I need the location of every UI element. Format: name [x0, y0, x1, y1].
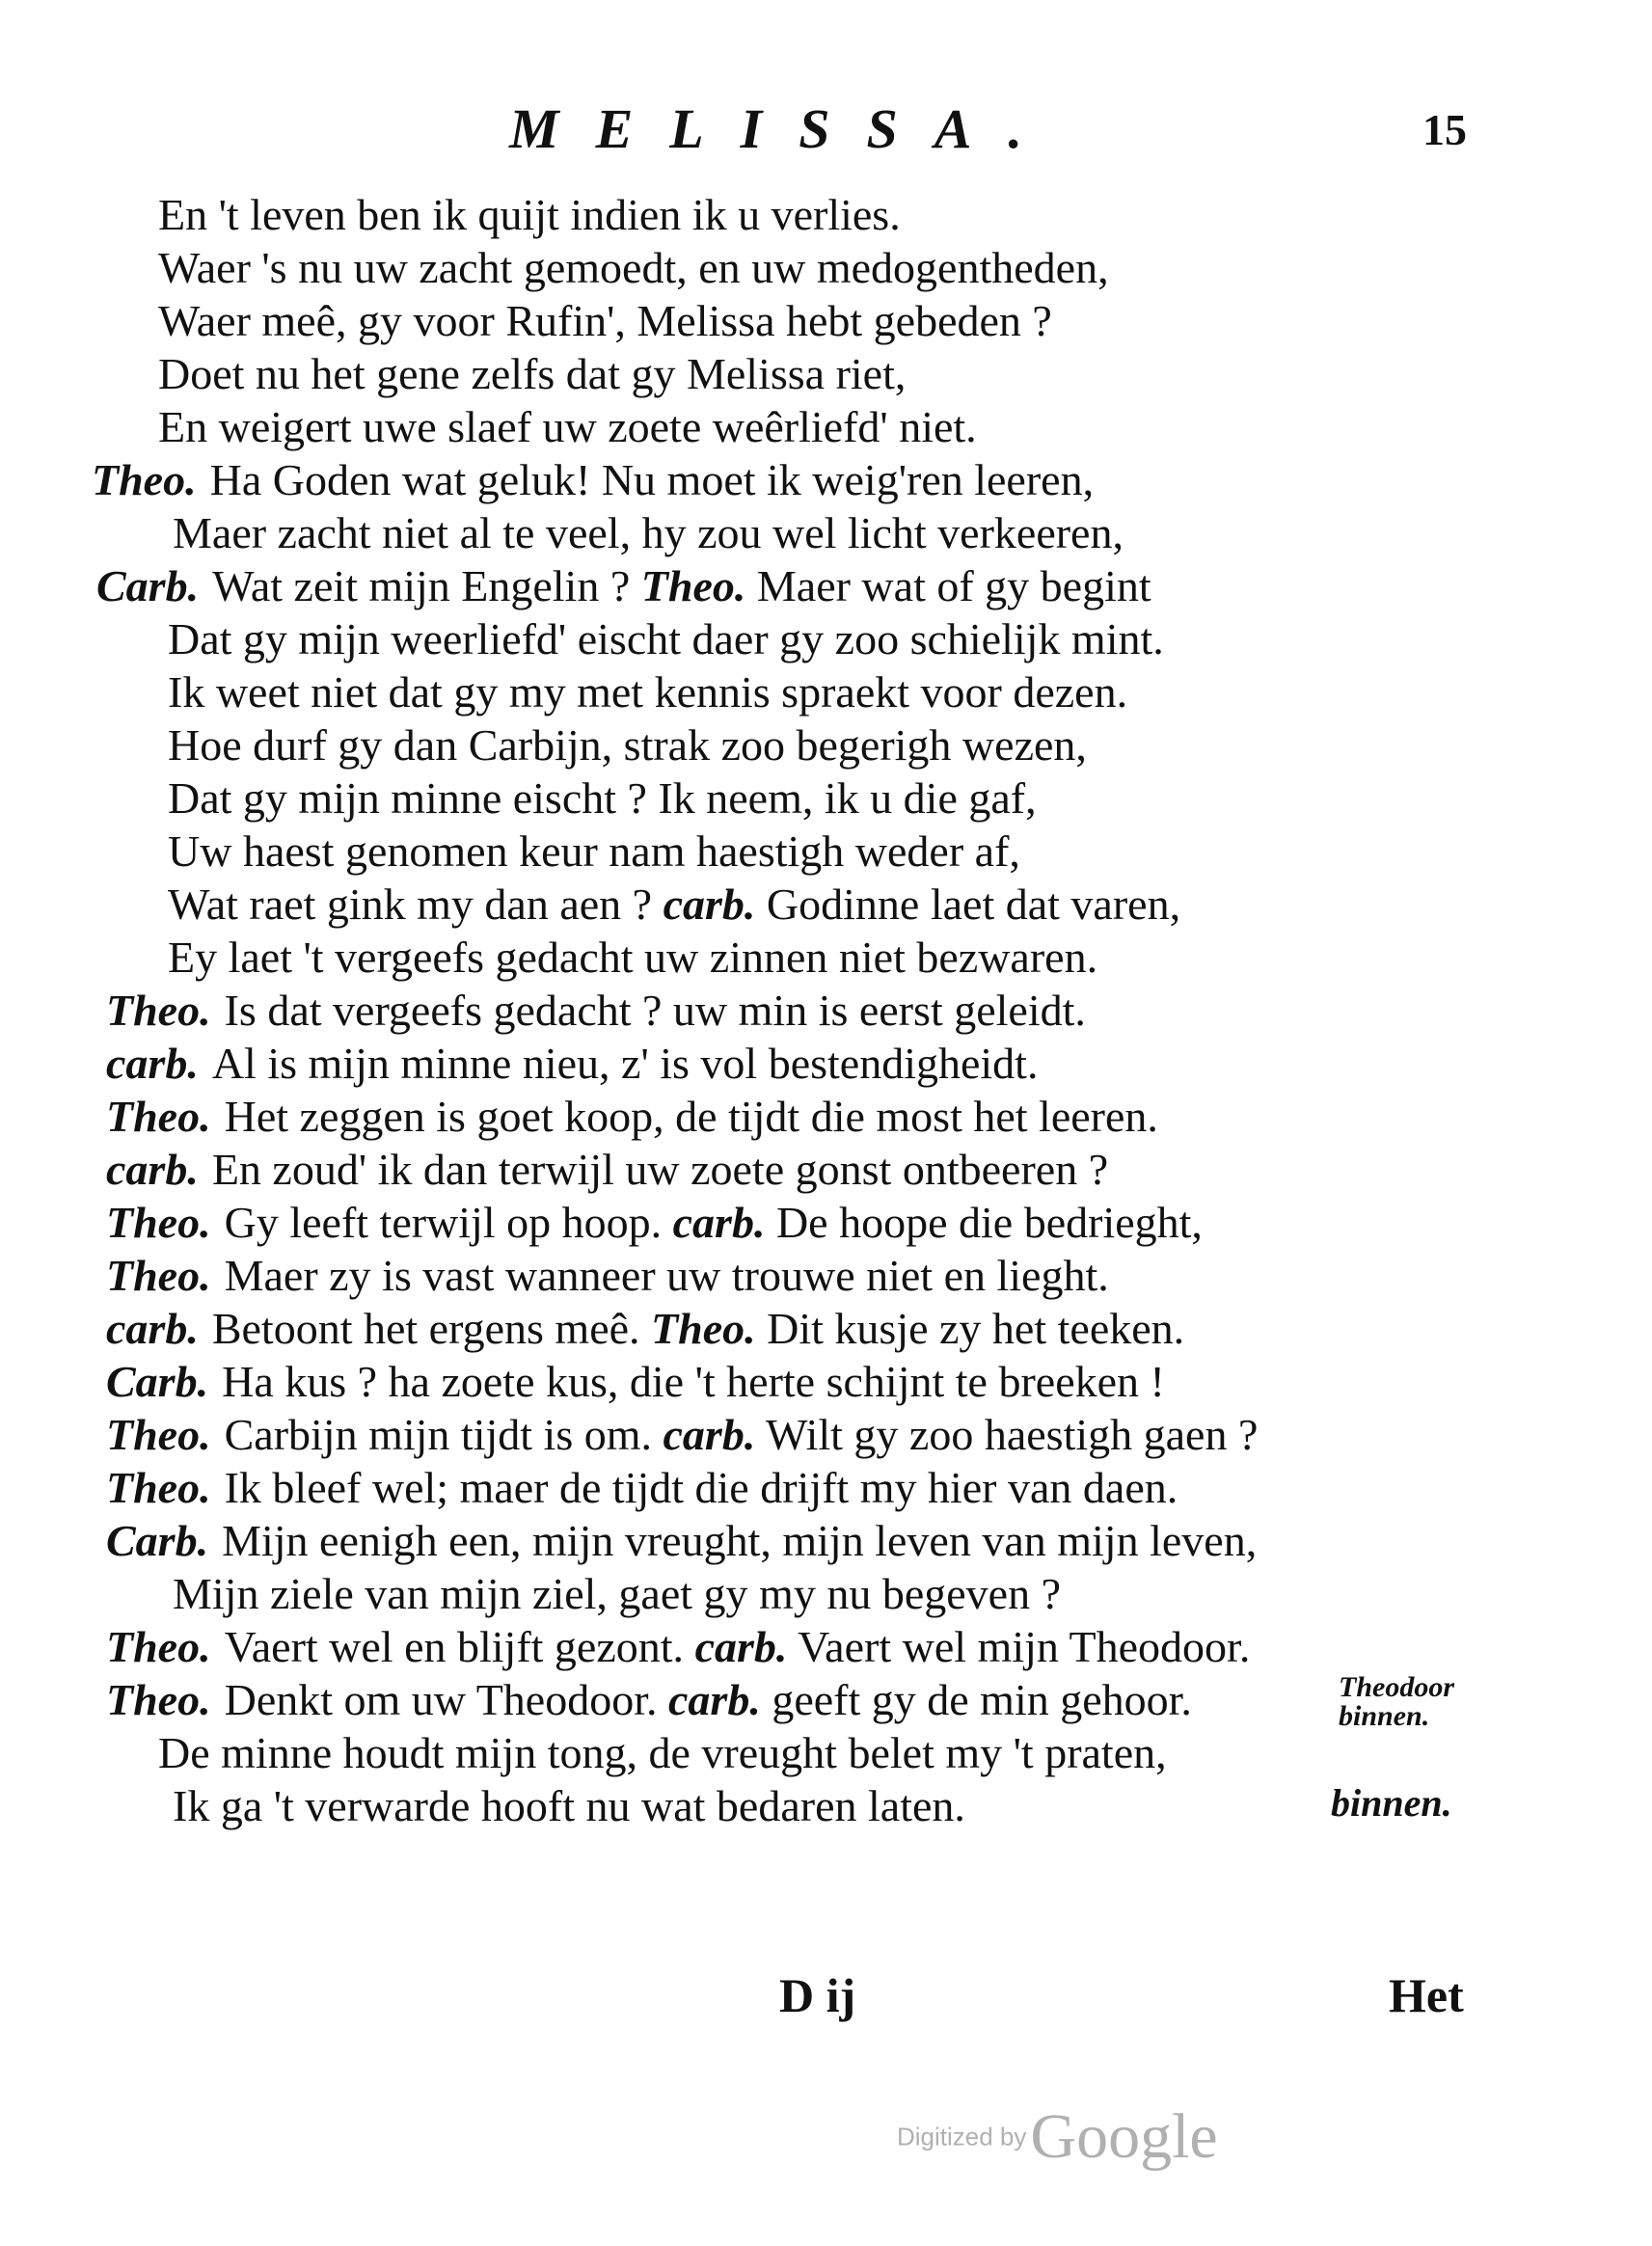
line-text: Is dat vergeefs gedacht ? uw min is eerst geleidt. — [224, 986, 1086, 1035]
verse-line — [145, 400, 977, 454]
line-text: Het zeggen is goet koop, de tijdt die most het leeren. — [224, 1092, 1158, 1141]
verse-line — [106, 1620, 1250, 1674]
line-text: Ik ga 't verwarde hooft nu wat bedaren laten. — [173, 1781, 965, 1830]
digitized-watermark — [897, 2100, 1218, 2174]
speaker-label-inline: carb. — [663, 1410, 756, 1459]
line-text: Mijn eenigh een, mijn vreught, mijn leven van mijn leven, — [222, 1516, 1258, 1565]
speaker-label: Theo. — [106, 1463, 211, 1512]
line-text: Ik bleef wel; maer de tijdt die drijft my hier van daen. — [224, 1463, 1178, 1512]
speaker-label: Theo. — [106, 1092, 211, 1141]
speaker-label: carb. — [106, 1304, 199, 1353]
verse-line — [154, 612, 1164, 666]
speaker-label: Carb. — [106, 1516, 209, 1565]
catchword: Het — [1389, 1968, 1464, 2022]
speaker-label: carb. — [106, 1145, 199, 1194]
line-text: En weigert uwe slaef uw zoete weêrliefd' niet. — [158, 402, 977, 451]
line-text: En 't leven ben ik quijt indien ik u verlies. — [158, 190, 901, 239]
line-text-continued: Maer wat of gy begint — [756, 561, 1151, 610]
watermark-brand: Google — [1030, 2101, 1218, 2172]
line-text: Al is mijn minne nieu, z' is vol bestendigheidt. — [211, 1039, 1039, 1088]
verse-line — [106, 1408, 1258, 1462]
speaker-label: Theo. — [92, 455, 197, 504]
page-header — [0, 96, 1652, 164]
line-text: Gy leeft terwijl op hoop. — [224, 1198, 663, 1247]
verse-line — [145, 188, 901, 242]
verse-line — [159, 1567, 1061, 1621]
line-text: De minne houdt mijn tong, de vreught belet my 't praten, — [158, 1728, 1167, 1777]
verse-line — [145, 347, 906, 401]
stage-direction-theodoor: Theodoor binnen. — [1339, 1671, 1454, 1732]
verse-line — [145, 1726, 1167, 1780]
speaker-label: Carb. — [106, 1357, 209, 1406]
line-text: Waer 's nu uw zacht gemoedt, en uw medogentheden, — [158, 243, 1109, 292]
verse-line — [106, 1249, 1109, 1303]
line-text: Betoont het ergens meê. — [211, 1304, 640, 1353]
verse-line — [106, 1514, 1257, 1568]
line-text-continued: Godinne laet dat varen, — [766, 879, 1181, 929]
speaker-label: carb. — [106, 1039, 199, 1088]
line-text: Vaert wel en blijft gezont. — [224, 1622, 685, 1671]
line-text: Ik weet niet dat gy my met kennis spraekt voor dezen. — [168, 667, 1128, 717]
speaker-label: Theo. — [106, 1198, 211, 1247]
line-text: Hoe durf gy dan Carbijn, strak zoo begerigh wezen, — [168, 720, 1087, 770]
verse-line — [106, 984, 1086, 1038]
line-text: Dat gy mijn minne eischt ? Ik neem, ik u die gaf, — [168, 773, 1037, 823]
line-text: Maer zacht niet al te veel, hy zou wel licht verkeeren, — [173, 508, 1124, 557]
signature-mark: D ij — [779, 1968, 856, 2022]
speaker-label: Theo. — [106, 1410, 211, 1459]
verse-line — [145, 241, 1109, 295]
verse-line — [106, 1196, 1203, 1250]
line-text-continued: Wilt gy zoo haestigh gaen ? — [766, 1410, 1259, 1459]
speaker-label-inline: carb. — [668, 1675, 761, 1724]
speaker-label: Theo. — [106, 986, 211, 1035]
speaker-label-inline: carb. — [672, 1198, 766, 1247]
verse-line — [106, 1090, 1158, 1144]
verse-line — [92, 453, 1094, 507]
speaker-label-inline: carb. — [694, 1622, 788, 1671]
verse-line — [154, 771, 1037, 825]
verse-line — [106, 1143, 1108, 1197]
line-text: Waer meê, gy voor Rufin', Melissa hebt gebeden ? — [158, 296, 1052, 345]
verse-line — [96, 559, 1151, 613]
verse-line — [154, 825, 1020, 879]
line-text: Wat zeit mijn Engelin ? — [212, 561, 631, 610]
verse-line — [154, 665, 1127, 719]
verse-line — [106, 1037, 1038, 1091]
speaker-label: Carb. — [96, 561, 200, 610]
speaker-label: Theo. — [106, 1251, 211, 1300]
line-text: Dat gy mijn weerliefd' eischt daer gy zoo schielijk mint. — [168, 614, 1164, 663]
verse-line — [154, 878, 1180, 932]
line-text: Wat raet gink my dan aen ? — [168, 879, 653, 929]
speaker-label: Theo. — [106, 1675, 211, 1724]
verse-line — [154, 718, 1087, 772]
page-number: 15 — [1422, 105, 1467, 154]
line-text-continued: Dit kusje zy het teeken. — [767, 1304, 1185, 1353]
line-text: Ha Goden wat geluk! Nu moet ik weig'ren leeren, — [209, 455, 1095, 504]
line-text: Carbijn mijn tijdt is om. — [224, 1410, 653, 1459]
line-text: Doet nu het gene zelfs dat gy Melissa riet, — [158, 349, 907, 398]
verse-line — [106, 1461, 1178, 1515]
running-title: MELISSA. — [509, 97, 1059, 160]
line-text: Maer zy is vast wanneer uw trouwe niet en lieght. — [224, 1251, 1109, 1300]
line-text-continued: Vaert wel mijn Theodoor. — [798, 1622, 1251, 1671]
verse-line — [154, 931, 1097, 985]
verse-line — [159, 1779, 965, 1833]
line-text: En zoud' ik dan terwijl uw zoete gonst ontbeeren ? — [211, 1145, 1109, 1194]
verse-line — [159, 506, 1124, 560]
line-text-continued: geeft gy de min gehoor. — [772, 1675, 1192, 1724]
verse-line — [106, 1302, 1184, 1356]
speaker-label-inline: Theo. — [640, 561, 746, 610]
verse-line — [145, 294, 1052, 348]
line-text: Ha kus ? ha zoete kus, die 't herte schijnt te breeken ! — [222, 1357, 1165, 1406]
stage-direction-exit: binnen. — [1331, 1781, 1452, 1825]
speaker-label-inline: Theo. — [651, 1304, 756, 1353]
line-text-continued: De hoope die bedrieght, — [775, 1198, 1203, 1247]
line-text: Denkt om uw Theodoor. — [224, 1675, 658, 1724]
speaker-label: Theo. — [106, 1622, 211, 1671]
line-text: Mijn ziele van mijn ziel, gaet gy my nu begeven ? — [173, 1569, 1061, 1618]
page-footer — [0, 1967, 1652, 2035]
line-text: Uw haest genomen keur nam haestigh weder af, — [168, 826, 1020, 876]
line-text: Ey laet 't vergeefs gedacht uw zinnen niet bezwaren. — [168, 933, 1098, 982]
verse-line — [106, 1355, 1165, 1409]
watermark-prefix: Digitized by — [897, 2122, 1027, 2151]
verse-line — [106, 1673, 1192, 1727]
speaker-label-inline: carb. — [663, 879, 756, 929]
